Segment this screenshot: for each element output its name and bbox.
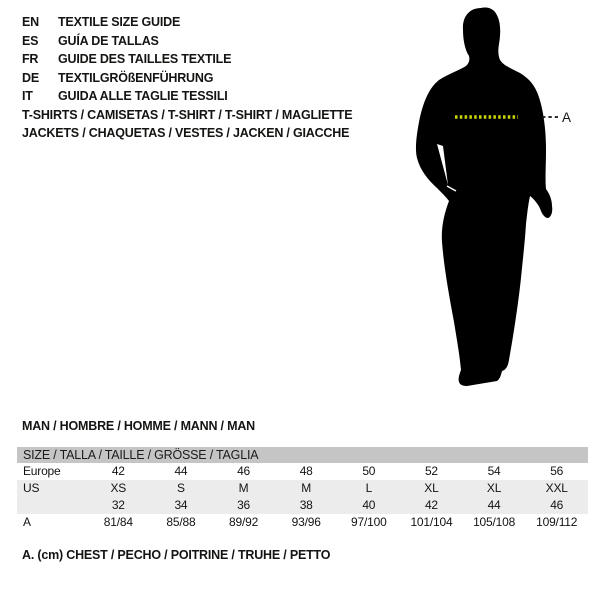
size-row-label: Europe	[23, 464, 61, 478]
language-row	[22, 50, 231, 69]
size-cell: 109/112	[536, 515, 578, 529]
size-cell: 101/104	[410, 515, 453, 529]
size-cell: XXL	[545, 481, 568, 495]
size-table	[17, 447, 588, 531]
size-cell: 52	[424, 464, 438, 478]
category-lines	[22, 106, 352, 142]
language-code: IT	[22, 89, 33, 103]
language-code: ES	[22, 33, 39, 48]
size-row-label	[17, 497, 87, 514]
size-cell: 105/108	[473, 515, 516, 529]
measurement-footnote: A. (cm) CHEST / PECHO / POITRINE / TRUHE / PETTO	[22, 548, 331, 562]
language-row	[22, 87, 231, 106]
language-title: GUÍA DE TALLAS	[58, 33, 159, 48]
language-title: TEXTILE SIZE GUIDE	[58, 15, 181, 29]
size-cell: L	[365, 481, 373, 495]
size-table-row	[17, 514, 588, 531]
size-cell: M	[301, 481, 312, 495]
measure-label-a: A	[562, 110, 571, 125]
size-table-header: SIZE / TALLA / TAILLE / GRÖSSE / TAGLIA	[17, 447, 588, 463]
size-cell: 44	[487, 498, 501, 512]
size-cell: 32	[111, 498, 125, 512]
size-cell: 97/100	[351, 515, 387, 529]
size-cell: 81/84	[103, 515, 133, 529]
size-table-row	[17, 480, 588, 497]
size-cell: 56	[550, 464, 564, 478]
size-cell: 42	[424, 498, 438, 512]
language-code: FR	[22, 52, 39, 66]
category-line: T-SHIRTS / CAMISETAS / T-SHIRT / T-SHIRT / MAGLIETTE	[22, 108, 353, 122]
size-cell: 38	[299, 498, 313, 512]
size-cell: M	[238, 481, 249, 495]
section-title: MAN / HOMBRE / HOMME / MANN / MAN	[22, 419, 255, 433]
size-cell: 34	[174, 498, 188, 512]
size-cell: XL	[486, 481, 502, 495]
size-table-row	[17, 497, 588, 514]
size-cell: 89/92	[229, 515, 259, 529]
man-silhouette-path	[416, 7, 552, 386]
language-title: GUIDA ALLE TAGLIE TESSILI	[58, 89, 228, 103]
size-cell: 54	[487, 464, 501, 478]
language-title: TEXTILGRÖßENFÜHRUNG	[58, 70, 214, 85]
size-cell: 36	[237, 498, 251, 512]
man-silhouette-svg	[400, 0, 585, 398]
language-row	[22, 13, 231, 32]
size-cell: 40	[362, 498, 376, 512]
language-list	[22, 13, 231, 106]
size-cell: 50	[362, 464, 376, 478]
size-table-row	[17, 463, 588, 480]
size-cell: 85/88	[166, 515, 196, 529]
language-row	[22, 32, 231, 51]
man-silhouette-figure	[400, 0, 585, 398]
size-cell: XL	[424, 481, 439, 495]
language-row	[22, 69, 231, 88]
size-cell: XS	[110, 481, 127, 495]
size-cell: 44	[174, 464, 188, 478]
size-table-body	[17, 463, 588, 531]
size-cell: 93/96	[291, 515, 321, 529]
size-cell: 46	[237, 464, 251, 478]
category-line: JACKETS / CHAQUETAS / VESTES / JACKEN / GIACCHE	[22, 126, 350, 140]
language-code: EN	[22, 15, 39, 29]
size-cell: 46	[550, 498, 564, 512]
size-cell: 48	[299, 464, 313, 478]
size-cell: S	[177, 481, 185, 495]
size-row-label: US	[23, 481, 40, 495]
language-title: GUIDE DES TAILLES TEXTILE	[58, 52, 232, 66]
size-cell: 42	[111, 464, 125, 478]
language-code: DE	[22, 70, 39, 85]
size-row-label: A	[23, 515, 31, 529]
